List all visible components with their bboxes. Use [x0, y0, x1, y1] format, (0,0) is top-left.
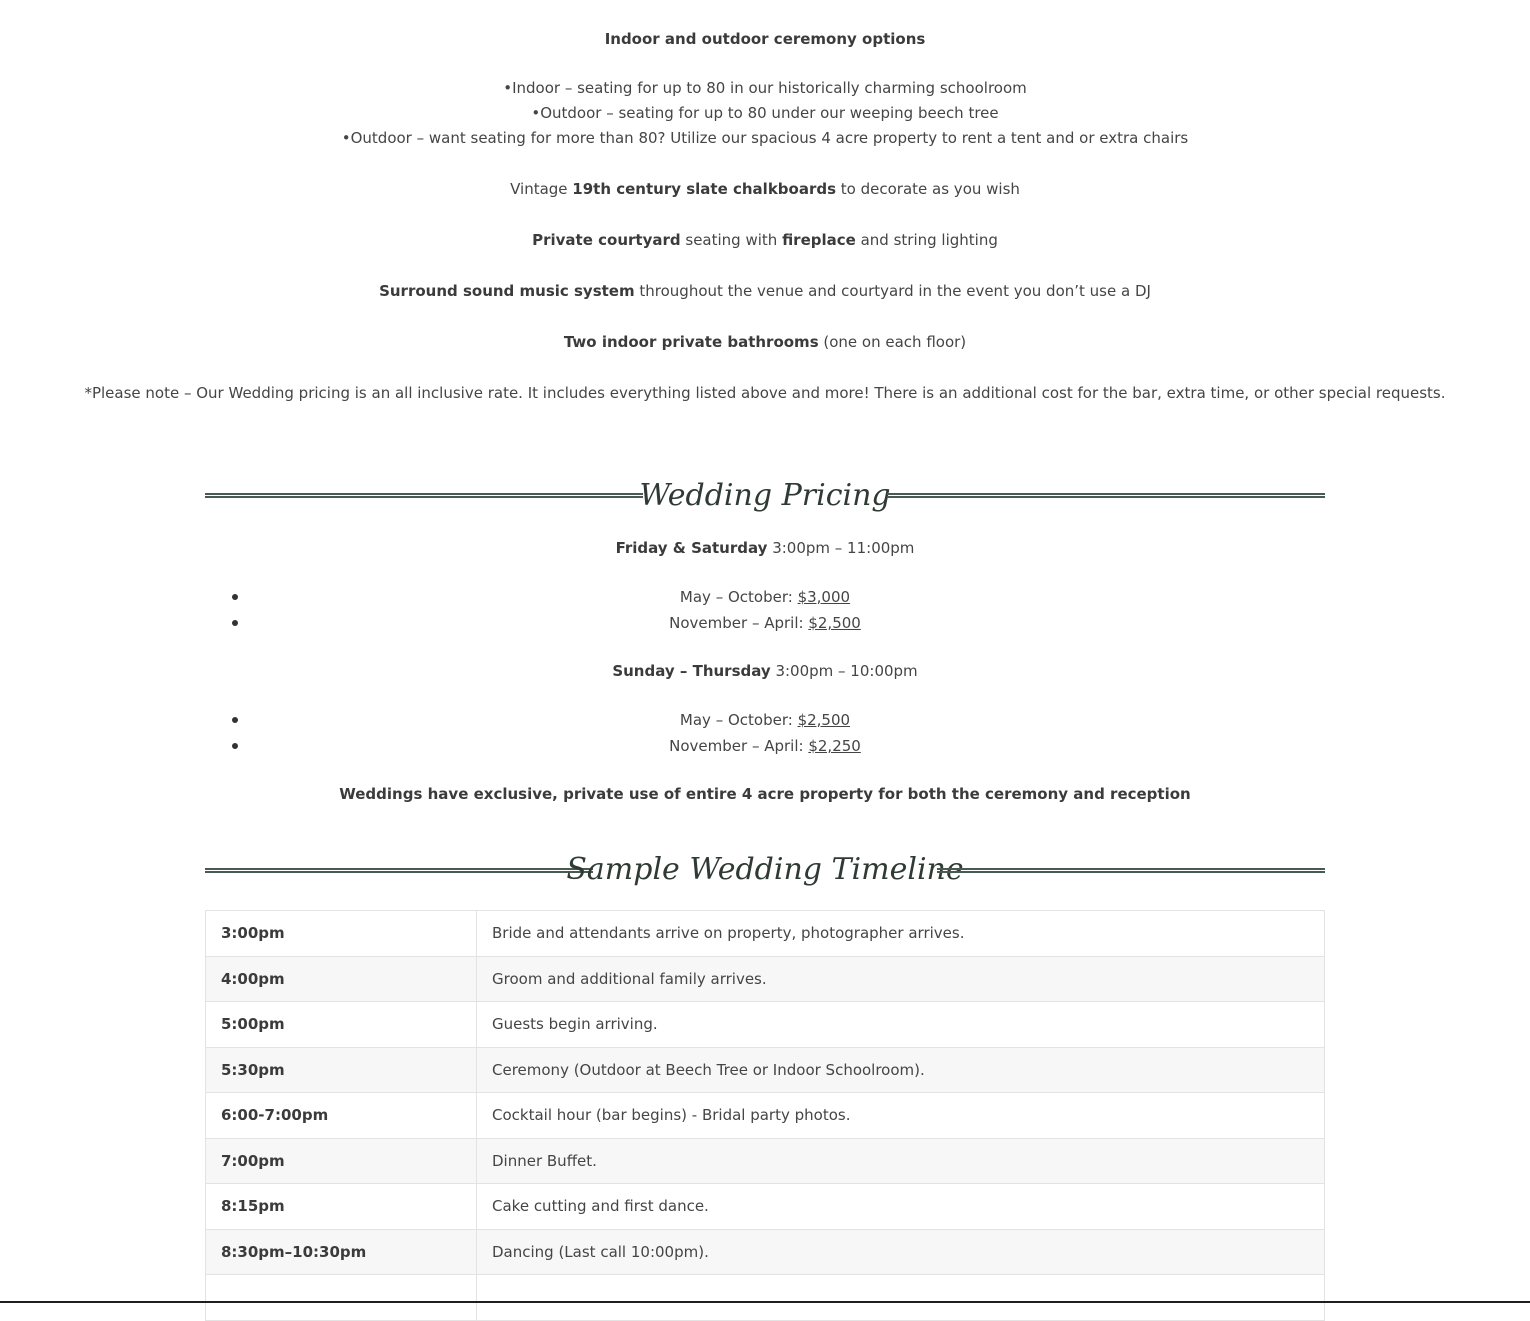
list-item — [0, 736, 1530, 758]
price-season: November – April: — [669, 614, 809, 632]
table-row — [206, 911, 1325, 957]
pricing-group-weekday — [0, 661, 1530, 681]
chalkboards-bold: 19th century slate chalkboards — [572, 180, 837, 198]
price-season: May – October: — [679, 711, 798, 729]
table-row — [206, 956, 1325, 1002]
ceremony-options-heading: Indoor and outdoor ceremony options — [604, 30, 926, 48]
timeline-time: 6:00-7:00pm — [206, 1093, 477, 1139]
timeline-time: 3:00pm — [206, 911, 477, 957]
table-row — [206, 1047, 1325, 1093]
bathrooms-feature — [0, 332, 1530, 352]
price-link[interactable]: $2,500 — [797, 711, 851, 729]
ceremony-option-indoor: •Indoor – seating for up to 80 in our historically charming schoolroom — [503, 79, 1027, 97]
exclusive-use-note: Weddings have exclusive, private use of entire 4 acre property for both the ceremony and reception — [339, 785, 1191, 803]
sound-feature — [0, 281, 1530, 301]
timeline-time: 8:15pm — [206, 1184, 477, 1230]
price-season: May – October: — [679, 588, 798, 606]
table-row — [206, 1184, 1325, 1230]
fireplace-bold: fireplace — [782, 231, 856, 249]
price-link[interactable]: $2,500 — [808, 614, 861, 632]
price-line — [0, 587, 1530, 607]
table-row — [206, 1229, 1325, 1275]
table-row — [206, 1093, 1325, 1139]
heading-rule-right — [887, 493, 1325, 498]
pricing-days: Sunday – Thursday — [612, 662, 771, 680]
timeline-event: Groom and additional family arrives. — [477, 956, 1325, 1002]
courtyard-feature — [0, 230, 1530, 250]
ceremony-option-outdoor-large: •Outdoor – want seating for more than 80? Utilize our spacious 4 acre property to rent a tent and or extra chairs — [341, 129, 1189, 147]
pricing-hours: 3:00pm – 10:00pm — [770, 662, 918, 680]
timeline-event: Bride and attendants arrive on property, photographer arrives. — [477, 911, 1325, 957]
timeline-heading — [205, 840, 1325, 900]
price-link[interactable]: $3,000 — [797, 588, 851, 606]
chalkboards-feature — [0, 179, 1530, 199]
timeline-time: 7:00pm — [206, 1138, 477, 1184]
courtyard-bold: Private courtyard — [532, 231, 681, 249]
heading-rule-right — [937, 868, 1325, 873]
price-line — [0, 710, 1530, 730]
wedding-pricing-heading — [205, 466, 1325, 526]
timeline-event: Guests begin arriving. — [477, 1002, 1325, 1048]
sound-bold: Surround sound music system — [379, 282, 635, 300]
table-row — [206, 1002, 1325, 1048]
pricing-hours: 3:00pm – 11:00pm — [767, 539, 915, 557]
price-line — [0, 736, 1530, 756]
timeline-event: Dinner Buffet. — [477, 1138, 1325, 1184]
courtyard-post: and string lighting — [855, 231, 998, 249]
timeline-event: Ceremony (Outdoor at Beech Tree or Indoor Schoolroom). — [477, 1047, 1325, 1093]
list-item — [0, 710, 1530, 732]
chalkboards-pre: Vintage — [510, 180, 573, 198]
ceremony-option-outdoor: •Outdoor – seating for up to 80 under our weeping beech tree — [531, 104, 999, 122]
table-row — [206, 1138, 1325, 1184]
timeline-event: Cocktail hour (bar begins) - Bridal party photos. — [477, 1093, 1325, 1139]
timeline-event: Cake cutting and first dance. — [477, 1184, 1325, 1230]
timeline-time-cutoff — [206, 1275, 477, 1321]
timeline-event: Dancing (Last call 10:00pm). — [477, 1229, 1325, 1275]
timeline-event-cutoff — [477, 1275, 1325, 1321]
chalkboards-post: to decorate as you wish — [836, 180, 1020, 198]
pricing-group-weekend — [0, 538, 1530, 558]
pricing-note: *Please note – Our Wedding pricing is an all inclusive rate. It includes everything listed above and more! There is an additional cost for the bar, extra time, or other special requests. — [84, 384, 1446, 402]
courtyard-mid: seating with — [680, 231, 783, 249]
bathrooms-post: (one on each floor) — [818, 333, 967, 351]
price-line — [0, 613, 1530, 633]
wedding-pricing-title: Wedding Pricing — [639, 478, 891, 513]
timeline-time: 5:00pm — [206, 1002, 477, 1048]
sound-post: throughout the venue and courtyard in the event you don’t use a DJ — [634, 282, 1151, 300]
bathrooms-bold: Two indoor private bathrooms — [563, 333, 819, 351]
timeline-time: 5:30pm — [206, 1047, 477, 1093]
timeline-time: 4:00pm — [206, 956, 477, 1002]
list-item — [0, 613, 1530, 635]
table-row — [206, 1275, 1325, 1321]
timeline-title: Sample Wedding Timeline — [566, 852, 964, 887]
price-link[interactable]: $2,250 — [808, 737, 861, 755]
list-item — [0, 587, 1530, 609]
pricing-days: Friday & Saturday — [615, 539, 768, 557]
timeline-table — [205, 910, 1325, 1321]
price-season: November – April: — [669, 737, 809, 755]
timeline-time: 8:30pm–10:30pm — [206, 1229, 477, 1275]
